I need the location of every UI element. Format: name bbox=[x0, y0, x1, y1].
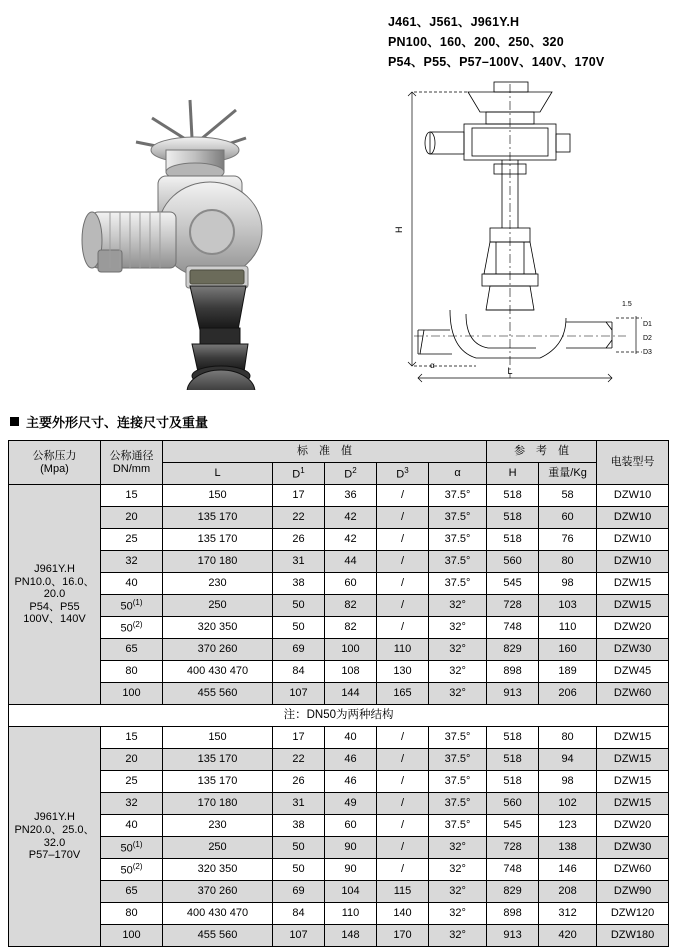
cell-d1: 107 bbox=[273, 683, 325, 705]
header-actuator-model: 电装型号 bbox=[597, 441, 669, 485]
cell-h: 728 bbox=[487, 837, 539, 859]
cell-d1: 26 bbox=[273, 771, 325, 793]
cell-weight: 98 bbox=[539, 573, 597, 595]
cell-weight: 58 bbox=[539, 485, 597, 507]
cell-alpha: 32° bbox=[429, 925, 487, 947]
cell-alpha: 32° bbox=[429, 617, 487, 639]
table-row bbox=[9, 639, 669, 661]
cell-weight: 110 bbox=[539, 617, 597, 639]
cell-d1: 50 bbox=[273, 595, 325, 617]
cell-weight: 206 bbox=[539, 683, 597, 705]
cell-actuator: DZW15 bbox=[597, 793, 669, 815]
cell-actuator: DZW60 bbox=[597, 683, 669, 705]
table-row bbox=[9, 925, 669, 947]
cell-l: 320 350 bbox=[163, 859, 273, 881]
cell-h: 518 bbox=[487, 749, 539, 771]
model-code-header bbox=[388, 12, 604, 72]
cell-d3: 110 bbox=[377, 639, 429, 661]
cell-l: 320 350 bbox=[163, 617, 273, 639]
cell-alpha: 32° bbox=[429, 661, 487, 683]
cell-d2: 90 bbox=[325, 859, 377, 881]
cell-alpha: 37.5° bbox=[429, 727, 487, 749]
cell-d1: 69 bbox=[273, 881, 325, 903]
cell-d2: 110 bbox=[325, 903, 377, 925]
cell-weight: 60 bbox=[539, 507, 597, 529]
cell-alpha: 37.5° bbox=[429, 551, 487, 573]
cell-dn: 100 bbox=[101, 683, 163, 705]
table-row bbox=[9, 903, 669, 925]
cell-l: 170 180 bbox=[163, 551, 273, 573]
cell-dn: 65 bbox=[101, 881, 163, 903]
cell-d1: 84 bbox=[273, 661, 325, 683]
cell-actuator: DZW60 bbox=[597, 859, 669, 881]
cell-actuator: DZW30 bbox=[597, 837, 669, 859]
cell-d3: / bbox=[377, 529, 429, 551]
header-nominal-diameter: 公称通径 DN/mm bbox=[101, 441, 163, 485]
header-d1: $D^1$ bbox=[273, 463, 325, 485]
cell-weight: 123 bbox=[539, 815, 597, 837]
valve-product-photo bbox=[40, 80, 370, 390]
cell-dn: 65 bbox=[101, 639, 163, 661]
header-d2: $D^2$ bbox=[325, 463, 377, 485]
cell-alpha: 37.5° bbox=[429, 749, 487, 771]
dimension-label-alpha: α bbox=[430, 361, 435, 370]
table-row bbox=[9, 793, 669, 815]
table-row bbox=[9, 661, 669, 683]
dimension-label-l: L bbox=[507, 366, 513, 376]
cell-h: 518 bbox=[487, 727, 539, 749]
cell-dn: 50$^{(2)}$ bbox=[101, 617, 163, 639]
dimension-label-h: H bbox=[394, 226, 404, 233]
cell-dn: 40 bbox=[101, 573, 163, 595]
cell-d3: / bbox=[377, 727, 429, 749]
cell-l: 400 430 470 bbox=[163, 903, 273, 925]
cell-d2: 49 bbox=[325, 793, 377, 815]
cell-d2: 40 bbox=[325, 727, 377, 749]
cell-d3: / bbox=[377, 551, 429, 573]
cell-weight: 312 bbox=[539, 903, 597, 925]
cell-l: 135 170 bbox=[163, 749, 273, 771]
cell-d2: 60 bbox=[325, 573, 377, 595]
table-row bbox=[9, 881, 669, 903]
cell-l: 150 bbox=[163, 485, 273, 507]
cell-actuator: DZW15 bbox=[597, 749, 669, 771]
cell-d2: 42 bbox=[325, 529, 377, 551]
cell-actuator: DZW10 bbox=[597, 485, 669, 507]
cell-d3: / bbox=[377, 749, 429, 771]
cell-d2: 60 bbox=[325, 815, 377, 837]
table-row bbox=[9, 485, 669, 507]
row-group-pressure-label: J961Y.H PN20.0、25.0、32.0 P57–170V bbox=[9, 727, 101, 947]
cell-d3: / bbox=[377, 815, 429, 837]
cell-l: 455 560 bbox=[163, 683, 273, 705]
cell-dn: 20 bbox=[101, 749, 163, 771]
cell-dn: 50$^{(1)}$ bbox=[101, 837, 163, 859]
cell-d3: / bbox=[377, 573, 429, 595]
cell-l: 230 bbox=[163, 815, 273, 837]
cell-actuator: DZW15 bbox=[597, 573, 669, 595]
cell-alpha: 32° bbox=[429, 595, 487, 617]
cell-weight: 98 bbox=[539, 771, 597, 793]
cell-d2: 144 bbox=[325, 683, 377, 705]
cell-h: 560 bbox=[487, 551, 539, 573]
cell-alpha: 32° bbox=[429, 881, 487, 903]
cell-d3: / bbox=[377, 859, 429, 881]
cell-d2: 108 bbox=[325, 661, 377, 683]
cell-d2: 36 bbox=[325, 485, 377, 507]
cell-l: 150 bbox=[163, 727, 273, 749]
cell-d2: 104 bbox=[325, 881, 377, 903]
cell-d1: 31 bbox=[273, 793, 325, 815]
dimension-label-d3: D3 bbox=[643, 349, 652, 356]
cell-alpha: 32° bbox=[429, 683, 487, 705]
cell-alpha: 32° bbox=[429, 859, 487, 881]
model-code-line-3: P54、P55、P57–100V、140V、170V bbox=[388, 55, 605, 69]
cell-h: 545 bbox=[487, 815, 539, 837]
dimension-label-d2: D2 bbox=[643, 335, 652, 342]
cell-h: 829 bbox=[487, 881, 539, 903]
cell-weight: 189 bbox=[539, 661, 597, 683]
header-nominal-pressure: 公称压力 (Mpa) bbox=[9, 441, 101, 485]
cell-alpha: 32° bbox=[429, 837, 487, 859]
cell-dn: 40 bbox=[101, 815, 163, 837]
cell-dn: 32 bbox=[101, 793, 163, 815]
cell-l: 135 170 bbox=[163, 507, 273, 529]
table-header-row-1 bbox=[9, 441, 669, 463]
cell-d3: 115 bbox=[377, 881, 429, 903]
cell-d3: 140 bbox=[377, 903, 429, 925]
cell-alpha: 37.5° bbox=[429, 507, 487, 529]
table-body bbox=[9, 485, 669, 947]
section-title-text: 主要外形尺寸、连接尺寸及重量 bbox=[26, 415, 209, 430]
cell-d1: 22 bbox=[273, 749, 325, 771]
cell-d3: / bbox=[377, 485, 429, 507]
cell-d1: 50 bbox=[273, 617, 325, 639]
cell-actuator: DZW15 bbox=[597, 595, 669, 617]
cell-d3: / bbox=[377, 771, 429, 793]
header-l: L bbox=[163, 463, 273, 485]
table-row bbox=[9, 573, 669, 595]
cell-h: 518 bbox=[487, 771, 539, 793]
model-code-line-1: J461、J561、J961Y.H bbox=[388, 15, 520, 29]
cell-h: 913 bbox=[487, 683, 539, 705]
cell-d3: / bbox=[377, 617, 429, 639]
cell-l: 370 260 bbox=[163, 639, 273, 661]
cell-d1: 84 bbox=[273, 903, 325, 925]
table-header bbox=[9, 441, 669, 485]
cell-dn: 15 bbox=[101, 727, 163, 749]
cell-d1: 50 bbox=[273, 837, 325, 859]
table-row bbox=[9, 727, 669, 749]
cell-d2: 46 bbox=[325, 771, 377, 793]
specification-table bbox=[8, 440, 669, 947]
cell-d1: 38 bbox=[273, 573, 325, 595]
cell-actuator: DZW15 bbox=[597, 771, 669, 793]
cell-dn: 80 bbox=[101, 661, 163, 683]
cell-h: 560 bbox=[487, 793, 539, 815]
cell-actuator: DZW90 bbox=[597, 881, 669, 903]
cell-actuator: DZW15 bbox=[597, 727, 669, 749]
cell-d3: / bbox=[377, 793, 429, 815]
cell-actuator: DZW180 bbox=[597, 925, 669, 947]
table-row bbox=[9, 771, 669, 793]
cell-l: 370 260 bbox=[163, 881, 273, 903]
cell-l: 135 170 bbox=[163, 771, 273, 793]
cell-h: 913 bbox=[487, 925, 539, 947]
table-row bbox=[9, 617, 669, 639]
cell-d2: 44 bbox=[325, 551, 377, 573]
cell-d1: 38 bbox=[273, 815, 325, 837]
cell-h: 518 bbox=[487, 485, 539, 507]
cell-d3: 170 bbox=[377, 925, 429, 947]
cell-alpha: 32° bbox=[429, 903, 487, 925]
header-alpha: α bbox=[429, 463, 487, 485]
cell-l: 400 430 470 bbox=[163, 661, 273, 683]
cell-h: 518 bbox=[487, 507, 539, 529]
cell-h: 748 bbox=[487, 859, 539, 881]
cell-h: 728 bbox=[487, 595, 539, 617]
cell-actuator: DZW10 bbox=[597, 529, 669, 551]
cell-dn: 100 bbox=[101, 925, 163, 947]
cell-alpha: 37.5° bbox=[429, 815, 487, 837]
cell-weight: 94 bbox=[539, 749, 597, 771]
cell-alpha: 37.5° bbox=[429, 771, 487, 793]
section-title bbox=[10, 412, 208, 431]
cell-weight: 146 bbox=[539, 859, 597, 881]
cell-alpha: 32° bbox=[429, 639, 487, 661]
cell-weight: 102 bbox=[539, 793, 597, 815]
cell-d2: 148 bbox=[325, 925, 377, 947]
cell-d1: 69 bbox=[273, 639, 325, 661]
cell-d1: 50 bbox=[273, 859, 325, 881]
cell-l: 250 bbox=[163, 595, 273, 617]
cell-actuator: DZW20 bbox=[597, 617, 669, 639]
header-d3: $D^3$ bbox=[377, 463, 429, 485]
table-row bbox=[9, 683, 669, 705]
table-note-row bbox=[9, 705, 669, 727]
cell-d1: 31 bbox=[273, 551, 325, 573]
table-row bbox=[9, 837, 669, 859]
cell-alpha: 37.5° bbox=[429, 485, 487, 507]
table-row bbox=[9, 815, 669, 837]
cell-d1: 107 bbox=[273, 925, 325, 947]
table-row bbox=[9, 749, 669, 771]
bullet-square-icon bbox=[10, 417, 19, 426]
cell-weight: 80 bbox=[539, 727, 597, 749]
header-group-reference: 参 考 值 bbox=[487, 441, 597, 463]
cell-weight: 420 bbox=[539, 925, 597, 947]
cell-weight: 76 bbox=[539, 529, 597, 551]
cell-alpha: 37.5° bbox=[429, 793, 487, 815]
cell-dn: 25 bbox=[101, 529, 163, 551]
cell-d1: 17 bbox=[273, 485, 325, 507]
cell-l: 250 bbox=[163, 837, 273, 859]
table-row bbox=[9, 507, 669, 529]
table-row bbox=[9, 859, 669, 881]
cell-d1: 22 bbox=[273, 507, 325, 529]
cell-h: 748 bbox=[487, 617, 539, 639]
cell-d3: 165 bbox=[377, 683, 429, 705]
cell-l: 455 560 bbox=[163, 925, 273, 947]
cell-weight: 160 bbox=[539, 639, 597, 661]
cell-weight: 80 bbox=[539, 551, 597, 573]
cell-l: 230 bbox=[163, 573, 273, 595]
dimension-label-angle: 1.5 bbox=[622, 301, 632, 308]
cell-dn: 32 bbox=[101, 551, 163, 573]
cell-d3: / bbox=[377, 837, 429, 859]
valve-dimension-drawing bbox=[390, 78, 660, 390]
row-group-pressure-label: J961Y.H PN10.0、16.0、20.0 P54、P55 100V、140V bbox=[9, 485, 101, 705]
cell-dn: 15 bbox=[101, 485, 163, 507]
header-group-standard: 标 准 值 bbox=[163, 441, 487, 463]
cell-weight: 138 bbox=[539, 837, 597, 859]
cell-weight: 208 bbox=[539, 881, 597, 903]
cell-dn: 50$^{(2)}$ bbox=[101, 859, 163, 881]
cell-dn: 80 bbox=[101, 903, 163, 925]
cell-d1: 17 bbox=[273, 727, 325, 749]
cell-dn: 20 bbox=[101, 507, 163, 529]
header-h: H bbox=[487, 463, 539, 485]
cell-h: 518 bbox=[487, 529, 539, 551]
cell-d2: 82 bbox=[325, 617, 377, 639]
header-weight: 重量/Kg bbox=[539, 463, 597, 485]
cell-l: 135 170 bbox=[163, 529, 273, 551]
cell-d2: 90 bbox=[325, 837, 377, 859]
cell-h: 898 bbox=[487, 661, 539, 683]
cell-d3: 130 bbox=[377, 661, 429, 683]
cell-actuator: DZW30 bbox=[597, 639, 669, 661]
table-note: 注：DN50为两种结构 bbox=[9, 705, 669, 727]
cell-actuator: DZW120 bbox=[597, 903, 669, 925]
cell-d3: / bbox=[377, 507, 429, 529]
cell-weight: 103 bbox=[539, 595, 597, 617]
cell-actuator: DZW20 bbox=[597, 815, 669, 837]
cell-dn: 25 bbox=[101, 771, 163, 793]
cell-d1: 26 bbox=[273, 529, 325, 551]
cell-alpha: 37.5° bbox=[429, 529, 487, 551]
table-row bbox=[9, 551, 669, 573]
table-row bbox=[9, 529, 669, 551]
model-code-line-2: PN100、160、200、250、320 bbox=[388, 35, 564, 49]
cell-d2: 100 bbox=[325, 639, 377, 661]
cell-d2: 82 bbox=[325, 595, 377, 617]
cell-alpha: 37.5° bbox=[429, 573, 487, 595]
cell-l: 170 180 bbox=[163, 793, 273, 815]
cell-d2: 42 bbox=[325, 507, 377, 529]
cell-d3: / bbox=[377, 595, 429, 617]
cell-h: 545 bbox=[487, 573, 539, 595]
dimension-label-d1: D1 bbox=[643, 321, 652, 328]
table-row bbox=[9, 595, 669, 617]
cell-actuator: DZW10 bbox=[597, 551, 669, 573]
cell-dn: 50$^{(1)}$ bbox=[101, 595, 163, 617]
cell-h: 829 bbox=[487, 639, 539, 661]
cell-actuator: DZW45 bbox=[597, 661, 669, 683]
cell-actuator: DZW10 bbox=[597, 507, 669, 529]
cell-h: 898 bbox=[487, 903, 539, 925]
cell-d2: 46 bbox=[325, 749, 377, 771]
